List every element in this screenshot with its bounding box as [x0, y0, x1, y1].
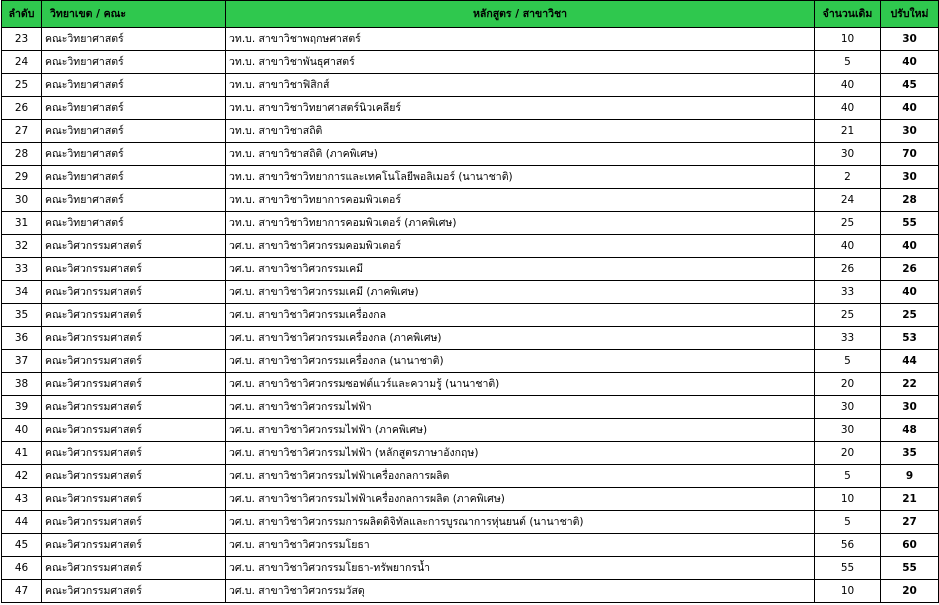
row-number: 34 — [2, 281, 42, 304]
program-cell: วศ.บ. สาขาวิชาวิศวกรรมเครื่องกล (ภาคพิเศษ) — [226, 327, 815, 350]
adjusted-quota-cell: 20 — [881, 580, 939, 603]
program-cell: วศ.บ. สาขาวิชาวิศวกรรมเคมี (ภาคพิเศษ) — [226, 281, 815, 304]
adjusted-quota-cell: 44 — [881, 350, 939, 373]
table-row — [2, 396, 939, 419]
original-quota-cell: 26 — [815, 258, 881, 281]
row-number: 23 — [2, 28, 42, 51]
table-header-row — [2, 1, 939, 28]
original-quota-cell: 56 — [815, 534, 881, 557]
program-cell: วท.บ. สาขาวิชาวิทยาการคอมพิวเตอร์ — [226, 189, 815, 212]
program-cell: วศ.บ. สาขาวิชาวิศวกรรมคอมพิวเตอร์ — [226, 235, 815, 258]
row-number: 43 — [2, 488, 42, 511]
faculty-cell: คณะวิศวกรรมศาสตร์ — [42, 442, 226, 465]
adjusted-quota-cell: 48 — [881, 419, 939, 442]
faculty-cell: คณะวิศวกรรมศาสตร์ — [42, 396, 226, 419]
program-cell: วศ.บ. สาขาวิชาวิศวกรรมโยธา-ทรัพยากรน้ำ — [226, 557, 815, 580]
faculty-cell: คณะวิทยาศาสตร์ — [42, 28, 226, 51]
faculty-cell: คณะวิศวกรรมศาสตร์ — [42, 511, 226, 534]
adjusted-quota-cell: 30 — [881, 166, 939, 189]
program-cell: วศ.บ. สาขาวิชาวิศวกรรมวัสดุ — [226, 580, 815, 603]
row-number: 45 — [2, 534, 42, 557]
adjusted-quota-cell: 28 — [881, 189, 939, 212]
row-number: 26 — [2, 97, 42, 120]
original-quota-cell: 20 — [815, 373, 881, 396]
row-number: 33 — [2, 258, 42, 281]
header-program: หลักสูตร / สาขาวิชา — [226, 1, 815, 28]
row-number: 36 — [2, 327, 42, 350]
row-number: 39 — [2, 396, 42, 419]
adjusted-quota-cell: 9 — [881, 465, 939, 488]
adjusted-quota-cell: 30 — [881, 396, 939, 419]
original-quota-cell: 20 — [815, 442, 881, 465]
table-row — [2, 350, 939, 373]
faculty-cell: คณะวิศวกรรมศาสตร์ — [42, 557, 226, 580]
faculty-cell: คณะวิทยาศาสตร์ — [42, 51, 226, 74]
table-row — [2, 235, 939, 258]
program-cell: วศ.บ. สาขาวิชาวิศวกรรมไฟฟ้าเครื่องกลการผลิต (ภาคพิเศษ) — [226, 488, 815, 511]
adjusted-quota-cell: 40 — [881, 235, 939, 258]
original-quota-cell: 10 — [815, 580, 881, 603]
table-row — [2, 373, 939, 396]
table-row — [2, 143, 939, 166]
adjusted-quota-cell: 70 — [881, 143, 939, 166]
original-quota-cell: 33 — [815, 281, 881, 304]
table-row — [2, 74, 939, 97]
original-quota-cell: 2 — [815, 166, 881, 189]
faculty-cell: คณะวิศวกรรมศาสตร์ — [42, 235, 226, 258]
header-faculty: วิทยาเขต / คณะ — [42, 1, 226, 28]
row-number: 35 — [2, 304, 42, 327]
row-number: 41 — [2, 442, 42, 465]
row-number: 42 — [2, 465, 42, 488]
program-cell: วศ.บ. สาขาวิชาวิศวกรรมไฟฟ้า — [226, 396, 815, 419]
program-cell: วศ.บ. สาขาวิชาวิศวกรรมโยธา — [226, 534, 815, 557]
row-number: 44 — [2, 511, 42, 534]
program-cell: วศ.บ. สาขาวิชาวิศวกรรมเครื่องกล (นานาชาติ) — [226, 350, 815, 373]
original-quota-cell: 40 — [815, 235, 881, 258]
table-row — [2, 327, 939, 350]
row-number: 28 — [2, 143, 42, 166]
program-cell: วศ.บ. สาขาวิชาวิศวกรรมไฟฟ้า (ภาคพิเศษ) — [226, 419, 815, 442]
original-quota-cell: 40 — [815, 97, 881, 120]
faculty-cell: คณะวิศวกรรมศาสตร์ — [42, 281, 226, 304]
program-cell: วท.บ. สาขาวิชาพันธุศาสตร์ — [226, 51, 815, 74]
table-row — [2, 304, 939, 327]
program-cell: วศ.บ. สาขาวิชาวิศวกรรมเคมี — [226, 258, 815, 281]
original-quota-cell: 25 — [815, 304, 881, 327]
header-adjusted: ปรับใหม่ — [881, 1, 939, 28]
program-cell: วท.บ. สาขาวิชาพฤกษศาสตร์ — [226, 28, 815, 51]
row-number: 47 — [2, 580, 42, 603]
adjusted-quota-cell: 40 — [881, 97, 939, 120]
faculty-cell: คณะวิทยาศาสตร์ — [42, 120, 226, 143]
original-quota-cell: 5 — [815, 465, 881, 488]
faculty-cell: คณะวิทยาศาสตร์ — [42, 97, 226, 120]
original-quota-cell: 30 — [815, 419, 881, 442]
row-number: 27 — [2, 120, 42, 143]
adjusted-quota-cell: 60 — [881, 534, 939, 557]
row-number: 24 — [2, 51, 42, 74]
table-row — [2, 28, 939, 51]
original-quota-cell: 33 — [815, 327, 881, 350]
faculty-cell: คณะวิศวกรรมศาสตร์ — [42, 534, 226, 557]
table-row — [2, 511, 939, 534]
table-row — [2, 258, 939, 281]
program-cell: วท.บ. สาขาวิชาวิทยาศาสตร์นิวเคลียร์ — [226, 97, 815, 120]
table-row — [2, 166, 939, 189]
faculty-cell: คณะวิศวกรรมศาสตร์ — [42, 488, 226, 511]
table-row — [2, 488, 939, 511]
adjusted-quota-cell: 53 — [881, 327, 939, 350]
faculty-cell: คณะวิศวกรรมศาสตร์ — [42, 350, 226, 373]
table-row — [2, 580, 939, 603]
faculty-cell: คณะวิศวกรรมศาสตร์ — [42, 419, 226, 442]
row-number: 37 — [2, 350, 42, 373]
adjusted-quota-cell: 30 — [881, 120, 939, 143]
program-cell: วท.บ. สาขาวิชาฟิสิกส์ — [226, 74, 815, 97]
adjusted-quota-cell: 25 — [881, 304, 939, 327]
program-cell: วศ.บ. สาขาวิชาวิศวกรรมการผลิตดิจิทัลและการบูรณาการหุ่นยนต์ (นานาชาติ) — [226, 511, 815, 534]
adjusted-quota-cell: 55 — [881, 212, 939, 235]
original-quota-cell: 30 — [815, 396, 881, 419]
original-quota-cell: 40 — [815, 74, 881, 97]
row-number: 38 — [2, 373, 42, 396]
adjusted-quota-cell: 55 — [881, 557, 939, 580]
program-cell: วท.บ. สาขาวิชาสถิติ (ภาคพิเศษ) — [226, 143, 815, 166]
table-row — [2, 419, 939, 442]
faculty-cell: คณะวิศวกรรมศาสตร์ — [42, 327, 226, 350]
program-cell: วศ.บ. สาขาวิชาวิศวกรรมไฟฟ้าเครื่องกลการผลิต — [226, 465, 815, 488]
admission-quota-table — [1, 0, 939, 603]
table-row — [2, 281, 939, 304]
original-quota-cell: 55 — [815, 557, 881, 580]
original-quota-cell: 25 — [815, 212, 881, 235]
adjusted-quota-cell: 22 — [881, 373, 939, 396]
row-number: 32 — [2, 235, 42, 258]
row-number: 40 — [2, 419, 42, 442]
original-quota-cell: 5 — [815, 511, 881, 534]
faculty-cell: คณะวิทยาศาสตร์ — [42, 189, 226, 212]
row-number: 31 — [2, 212, 42, 235]
program-cell: วท.บ. สาขาวิชาวิทยาการคอมพิวเตอร์ (ภาคพิเศษ) — [226, 212, 815, 235]
table-row — [2, 557, 939, 580]
faculty-cell: คณะวิทยาศาสตร์ — [42, 143, 226, 166]
header-no: ลำดับ — [2, 1, 42, 28]
original-quota-cell: 21 — [815, 120, 881, 143]
adjusted-quota-cell: 45 — [881, 74, 939, 97]
original-quota-cell: 10 — [815, 488, 881, 511]
table-row — [2, 442, 939, 465]
original-quota-cell: 5 — [815, 350, 881, 373]
faculty-cell: คณะวิศวกรรมศาสตร์ — [42, 304, 226, 327]
faculty-cell: คณะวิทยาศาสตร์ — [42, 74, 226, 97]
header-original: จำนวนเดิม — [815, 1, 881, 28]
table-row — [2, 212, 939, 235]
table-row — [2, 465, 939, 488]
program-cell: วศ.บ. สาขาวิชาวิศวกรรมเครื่องกล — [226, 304, 815, 327]
program-cell: วท.บ. สาขาวิชาสถิติ — [226, 120, 815, 143]
faculty-cell: คณะวิศวกรรมศาสตร์ — [42, 258, 226, 281]
original-quota-cell: 24 — [815, 189, 881, 212]
program-cell: วศ.บ. สาขาวิชาวิศวกรรมไฟฟ้า (หลักสูตรภาษาอังกฤษ) — [226, 442, 815, 465]
faculty-cell: คณะวิทยาศาสตร์ — [42, 166, 226, 189]
table-row — [2, 534, 939, 557]
program-cell: วท.บ. สาขาวิชาวิทยาการและเทคโนโลยีพอลิเมอร์ (นานาชาติ) — [226, 166, 815, 189]
adjusted-quota-cell: 40 — [881, 281, 939, 304]
adjusted-quota-cell: 21 — [881, 488, 939, 511]
original-quota-cell: 10 — [815, 28, 881, 51]
row-number: 30 — [2, 189, 42, 212]
adjusted-quota-cell: 40 — [881, 51, 939, 74]
original-quota-cell: 30 — [815, 143, 881, 166]
row-number: 46 — [2, 557, 42, 580]
original-quota-cell: 5 — [815, 51, 881, 74]
table-row — [2, 120, 939, 143]
table-row — [2, 51, 939, 74]
program-cell: วศ.บ. สาขาวิชาวิศวกรรมซอฟต์แวร์และความรู้ (นานาชาติ) — [226, 373, 815, 396]
faculty-cell: คณะวิศวกรรมศาสตร์ — [42, 580, 226, 603]
adjusted-quota-cell: 30 — [881, 28, 939, 51]
row-number: 29 — [2, 166, 42, 189]
faculty-cell: คณะวิทยาศาสตร์ — [42, 212, 226, 235]
faculty-cell: คณะวิศวกรรมศาสตร์ — [42, 373, 226, 396]
row-number: 25 — [2, 74, 42, 97]
faculty-cell: คณะวิศวกรรมศาสตร์ — [42, 465, 226, 488]
adjusted-quota-cell: 35 — [881, 442, 939, 465]
table-body — [2, 28, 939, 603]
table-row — [2, 189, 939, 212]
adjusted-quota-cell: 26 — [881, 258, 939, 281]
adjusted-quota-cell: 27 — [881, 511, 939, 534]
table-row — [2, 97, 939, 120]
